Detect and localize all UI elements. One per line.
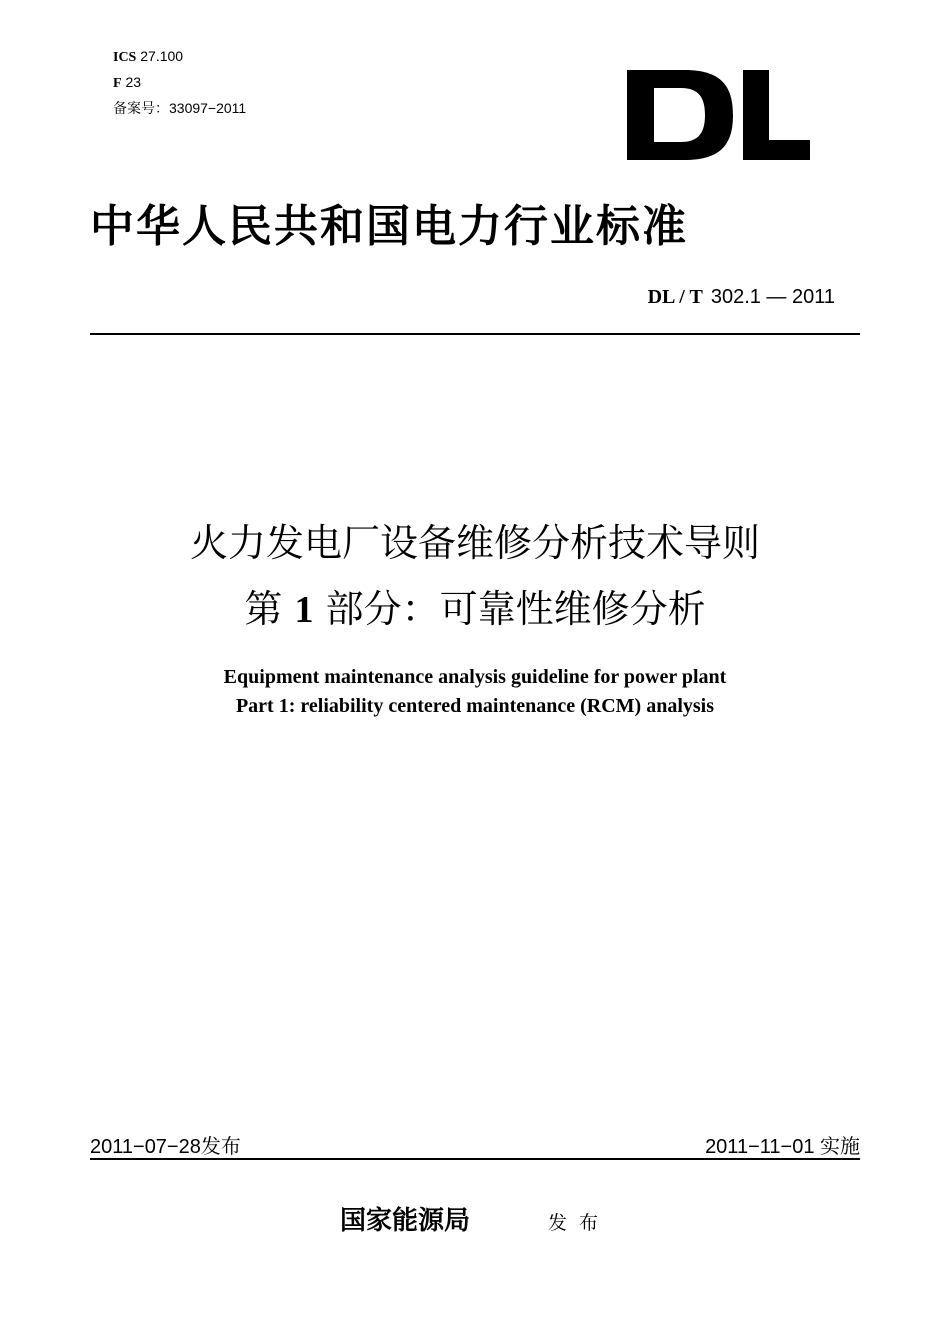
standard-code-prefix: DL / T <box>647 286 703 308</box>
standard-code-number: 302.1 — 2011 <box>710 286 835 308</box>
chinese-title-line1: 火力发电厂设备维修分析技术导则 <box>189 521 760 565</box>
effective-date: 2011−11−01 实施 <box>705 1136 860 1158</box>
dl-logo-letter-d <box>627 70 733 160</box>
english-title-line2: Part 1: reliability centered maintenance (RCM) analysis <box>235 695 715 717</box>
chinese-title-line2: 第 1 部分：可靠性维修分析 <box>244 587 706 631</box>
document-meta <box>113 44 246 120</box>
header-divider <box>90 333 860 335</box>
publisher-name: 国家能源局 <box>340 1206 471 1236</box>
standard-code <box>648 286 835 309</box>
issue-date: 2011−07−28发布 <box>90 1136 241 1158</box>
classification-code: F 23 <box>113 74 142 91</box>
english-title-line1: Equipment maintenance analysis guideline for power plant <box>223 666 727 688</box>
record-number: 备案号：33097−2011 <box>113 100 247 116</box>
publish-label: 发布 <box>548 1212 611 1234</box>
ics-code: ICS 27.100 <box>113 48 184 65</box>
footer-divider <box>90 1158 860 1160</box>
standard-category-title: 中华人民共和国电力行业标准 <box>90 201 688 252</box>
dl-logo <box>627 70 810 160</box>
dl-logo-letter-l <box>743 70 810 160</box>
